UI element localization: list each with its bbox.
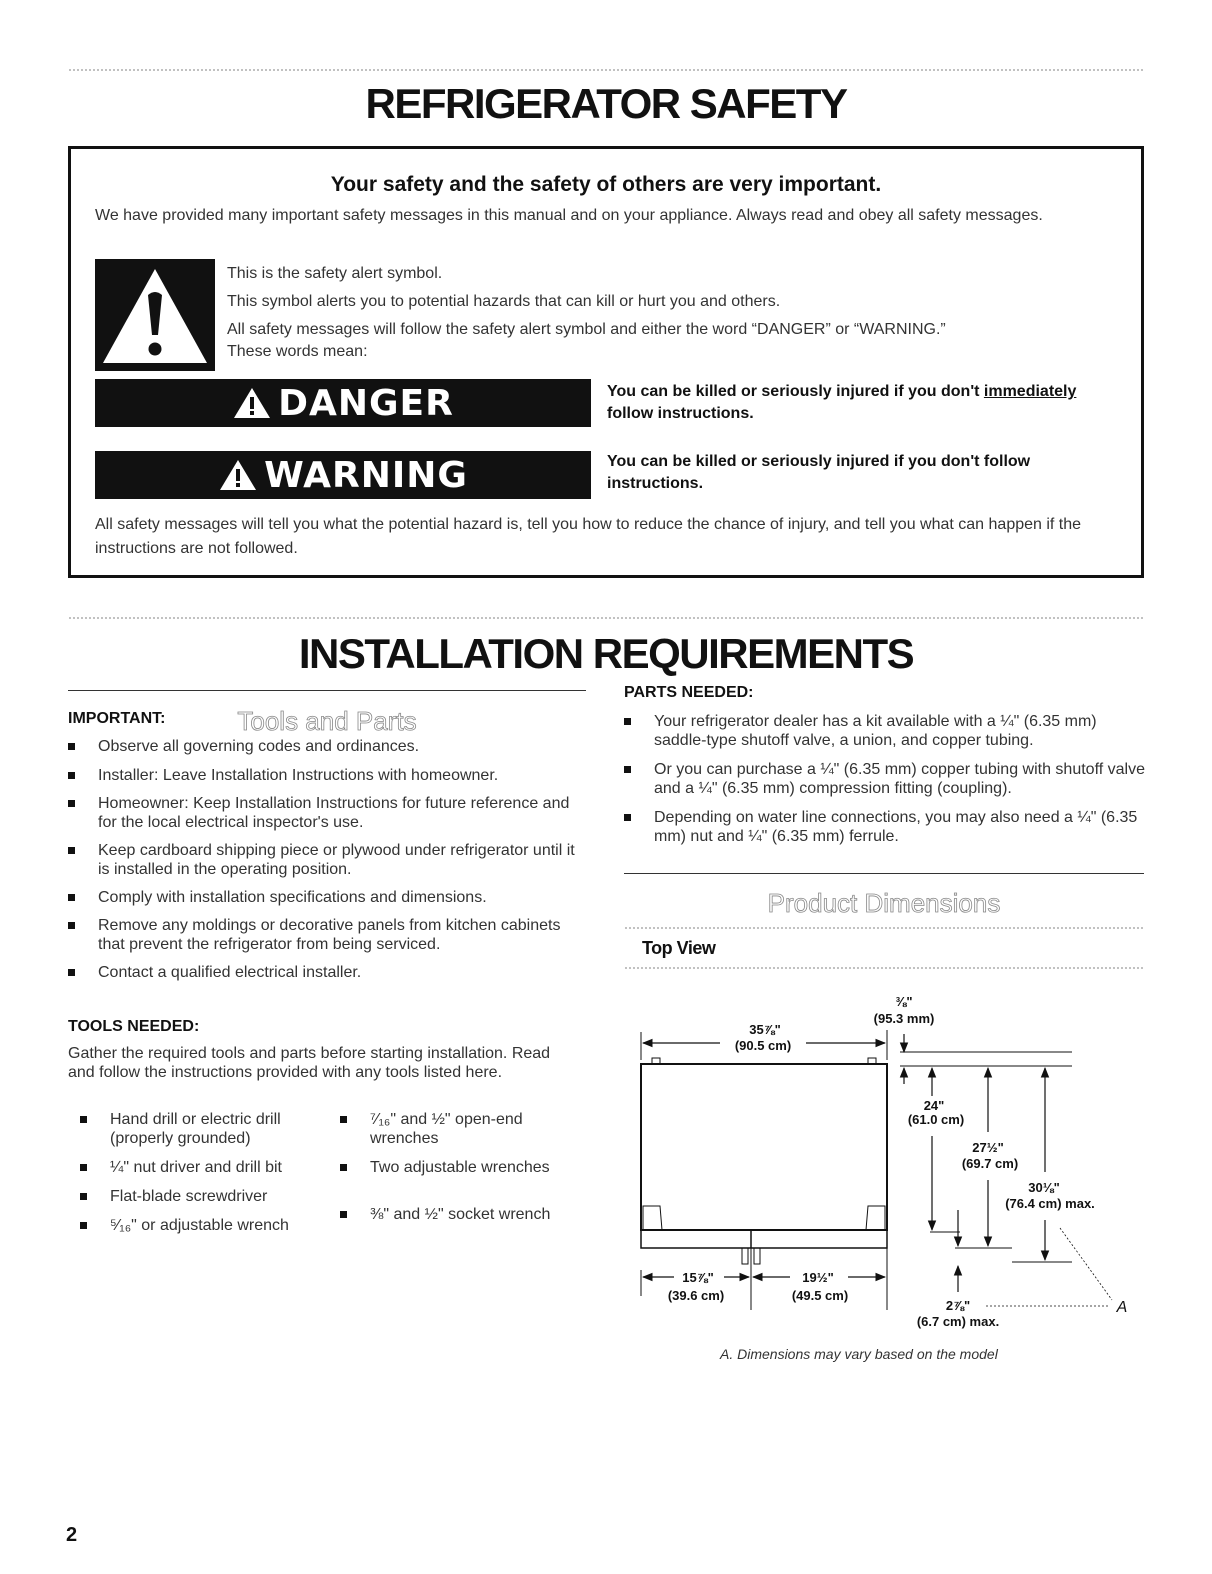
tools-list-col2 — [340, 1110, 585, 1224]
top-view-dimension-diagram — [600, 990, 1160, 1340]
safety-symbol-explanation — [227, 263, 1127, 369]
list-item: Hand drill or electric drill (properly grounded) — [80, 1110, 305, 1148]
warning-triangle-icon — [218, 458, 258, 492]
parts-list — [624, 712, 1146, 846]
danger-text-continued: follow instructions. — [607, 405, 754, 422]
list-item: Contact a qualified electrical installer. — [68, 963, 588, 982]
dim-depth1-in: 24" — [923, 1098, 945, 1113]
list-item: Flat-blade screwdriver — [80, 1187, 305, 1206]
danger-description — [607, 381, 1137, 425]
installation-section-title: INSTALLATION REQUIREMENTS — [298, 630, 914, 677]
list-item: ⅜" and ½" socket wrench — [340, 1205, 585, 1224]
list-item: Homeowner: Keep Installation Instructions for future reference and for the local electrical inspector's use. — [68, 794, 588, 832]
dotted-divider — [624, 926, 1144, 930]
symbol-line: This symbol alerts you to potential hazards that can kill or hurt you and others. — [227, 293, 781, 310]
danger-signal-banner — [95, 379, 591, 427]
dim-depth1-cm: (61.0 cm) — [907, 1112, 965, 1127]
dotted-divider — [68, 616, 1144, 620]
product-dimensions-heading: Product Dimensions — [767, 888, 1001, 918]
list-item: ⁷⁄₁₆" and ½" open-end wrenches — [340, 1110, 585, 1148]
list-item: Comply with installation specifications and dimensions. — [68, 888, 588, 907]
list-item: Or you can purchase a ¼" (6.35 mm) copper tubing with shutoff valve and a ¼" (6.35 mm) compression fitting (coupling). — [624, 760, 1146, 798]
dotted-divider — [68, 68, 1144, 72]
dim-width-cm: (90.5 cm) — [734, 1038, 792, 1053]
list-item: Keep cardboard shipping piece or plywood under refrigerator until it is installed in the operating position. — [68, 841, 588, 879]
important-list — [68, 737, 588, 982]
warning-triangle-icon — [232, 386, 272, 420]
safety-box — [68, 146, 1144, 578]
dimensions-caption: A. Dimensions may vary based on the model — [720, 1346, 998, 1362]
tools-intro: Gather the required tools and parts before starting installation. Read and follow the instructions provided with any tools listed here. — [68, 1045, 551, 1081]
parts-needed-label: PARTS NEEDED: — [624, 684, 754, 701]
list-item: Your refrigerator dealer has a kit available with a ¼" (6.35 mm) saddle-type shutoff valve, a union, and copper tubing. — [624, 712, 1146, 750]
safety-section-title: REFRIGERATOR SAFETY — [365, 80, 847, 127]
tools-list-col1 — [80, 1110, 305, 1235]
list-item: Installer: Leave Installation Instructions with homeowner. — [68, 766, 588, 785]
dim-depth3-in: 30⅛" — [1028, 1180, 1060, 1195]
rule — [624, 873, 1144, 874]
rule — [68, 690, 586, 691]
warning-word: WARNING — [264, 454, 468, 496]
safety-footer: All safety messages will tell you what the potential hazard is, tell you how to reduce the chance of injury, and tell you what can happen if the instructions are not followed. — [95, 516, 1082, 557]
list-item: ¼" nut driver and drill bit — [80, 1158, 305, 1177]
symbol-line: This is the safety alert symbol. — [227, 265, 443, 282]
dim-width-in: 35⅞" — [749, 1022, 781, 1037]
symbol-line: All safety messages will follow the safety alert symbol and either the word “DANGER” or “WARNING.” — [227, 321, 946, 338]
list-item: Observe all governing codes and ordinances. — [68, 737, 588, 756]
list-item: Remove any moldings or decorative panels from kitchen cabinets that prevent the refrigerator from being serviced. — [68, 916, 588, 954]
warning-signal-banner — [95, 451, 591, 499]
page-number: 2 — [66, 1524, 78, 1546]
important-label: IMPORTANT: — [68, 710, 166, 727]
dim-depth3-cm: (76.4 cm) max. — [1005, 1196, 1095, 1211]
dim-handle-in: 2⅞" — [945, 1298, 971, 1313]
tools-and-parts-heading: Tools and Parts — [237, 706, 417, 736]
danger-emphasis: immediately — [983, 383, 1077, 400]
safety-box-title: Your safety and the safety of others are very important. — [330, 173, 882, 196]
list-item: Depending on water line connections, you may also need a ¼" (6.35 mm) nut and ¼" (6.35 mm) ferrule. — [624, 808, 1146, 846]
dim-left-door-in: 15⅞" — [682, 1270, 714, 1285]
list-item: ⁵⁄₁₆" or adjustable wrench — [80, 1216, 305, 1235]
dim-gap-in: ⅜" — [895, 994, 913, 1009]
dim-depth2-in: 27½" — [972, 1140, 1004, 1155]
safety-alert-icon — [95, 259, 215, 371]
tools-needed-label: TOOLS NEEDED: — [68, 1018, 200, 1035]
dim-depth2-cm: (69.7 cm) — [961, 1156, 1019, 1171]
dim-left-door-cm: (39.6 cm) — [667, 1288, 725, 1303]
callout-a: A — [1116, 1299, 1128, 1316]
danger-text: You can be killed or seriously injured if you don't — [607, 383, 984, 400]
dim-handle-cm: (6.7 cm) max. — [916, 1314, 1000, 1329]
safety-intro: We have provided many important safety messages in this manual and on your appliance. Always read and obey all safety messages. — [95, 207, 1043, 224]
symbol-line: These words mean: — [227, 343, 368, 360]
top-view-label: Top View — [642, 938, 716, 958]
dim-right-door-in: 19½" — [802, 1270, 834, 1285]
dim-right-door-cm: (49.5 cm) — [791, 1288, 849, 1303]
dotted-divider — [624, 966, 1144, 970]
list-item: Two adjustable wrenches — [340, 1158, 585, 1177]
dim-gap-cm: (95.3 mm) — [873, 1011, 935, 1026]
warning-description: You can be killed or seriously injured if you don't follow instructions. — [607, 453, 1031, 492]
danger-word: DANGER — [278, 382, 454, 424]
